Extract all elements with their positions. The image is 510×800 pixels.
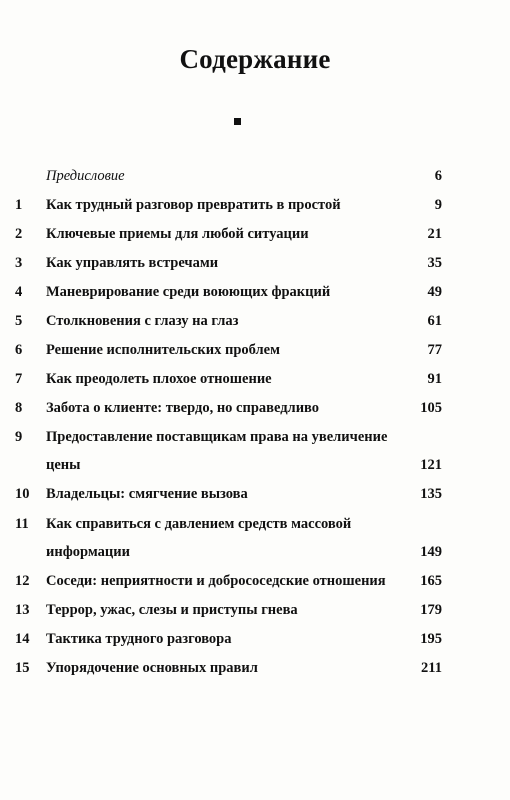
toc-entry-page: 91 (427, 371, 442, 387)
toc-entry-title: Соседи: неприятности и добрососедские отношения (46, 573, 386, 589)
toc-entry-page: 21 (427, 226, 442, 242)
toc-entry-2 (0, 220, 510, 248)
toc-entry-13 (0, 596, 510, 624)
toc-entry-number: 10 (15, 486, 30, 502)
toc-entry-9 (0, 423, 510, 451)
toc-entry-title: Забота о клиенте: твердо, но справедливо (46, 400, 320, 416)
page-title: Содержание (179, 44, 331, 74)
toc-entry-page: 77 (427, 342, 442, 358)
toc-entry-number: 11 (15, 516, 29, 532)
toc-entry-title: Как преодолеть плохое отношение (46, 371, 272, 387)
toc-entry-page: 195 (420, 631, 442, 647)
toc-entry-page: 149 (420, 544, 442, 560)
toc-entry-number: 2 (15, 226, 23, 242)
toc-entry-number: 7 (15, 371, 23, 387)
toc-entry-number: 4 (15, 284, 23, 300)
toc-entry-page: 165 (420, 573, 442, 589)
toc-entry-11-continued (0, 538, 510, 566)
toc-entry-10 (0, 480, 510, 508)
toc-entry-page: 211 (421, 660, 442, 676)
toc-entry-title: Владельцы: смягчение вызова (46, 486, 248, 502)
toc-entry-title: Маневрирование среди воюющих фракций (46, 284, 331, 300)
toc-entry-page: 61 (427, 313, 442, 329)
toc-entry-title: Решение исполнительских проблем (46, 342, 280, 358)
toc-entry-7 (0, 365, 510, 393)
toc-entry-page: 49 (427, 284, 442, 300)
toc-entry-title: Столкновения с глазу на глаз (46, 313, 239, 329)
toc-entry-number: 12 (15, 573, 30, 589)
toc-entry-title: Упорядочение основных правил (46, 660, 258, 676)
toc-entry-title: Тактика трудного разговора (46, 631, 232, 647)
toc-entry-title: Террор, ужас, слезы и приступы гнева (46, 602, 298, 618)
toc-entry-title-continued: цены (46, 457, 81, 473)
toc-entry-1 (0, 191, 510, 219)
toc-entry-title: Предисловие (46, 168, 125, 184)
toc-entry-page: 179 (420, 602, 442, 618)
toc-entry-15 (0, 654, 510, 682)
toc-entry-number: 3 (15, 255, 23, 271)
toc-entry-number: 14 (15, 631, 30, 647)
toc-entry-14 (0, 625, 510, 653)
toc-entry-6 (0, 336, 510, 364)
toc-entry-5 (0, 307, 510, 335)
toc-entry-number: 6 (15, 342, 23, 358)
toc-entry-title: Предоставление поставщикам права на увеличение (46, 429, 388, 445)
toc-entry-8 (0, 394, 510, 422)
toc-entry-page: 121 (420, 457, 442, 473)
toc-entry-title: Как управлять встречами (46, 255, 219, 271)
toc-entry-page: 9 (434, 197, 442, 213)
toc-entry-page: 135 (420, 486, 442, 502)
toc-entry-number: 13 (15, 602, 30, 618)
toc-entry-3 (0, 249, 510, 277)
toc-entry-title: Как справиться с давлением средств массовой (46, 516, 352, 532)
toc-entry-title-continued: информации (46, 544, 130, 560)
toc-entry-number: 15 (15, 660, 30, 676)
toc-entry-number: 1 (15, 197, 23, 213)
toc-entry-12 (0, 567, 510, 595)
toc-entry-9-continued (0, 451, 510, 479)
toc-entry-preface (0, 162, 510, 190)
toc-entry-number: 9 (15, 429, 23, 445)
toc-entry-number: 8 (15, 400, 23, 416)
toc-entry-page: 6 (434, 168, 442, 184)
toc-entry-11 (0, 510, 510, 538)
toc-entry-title: Ключевые приемы для любой ситуации (46, 226, 309, 242)
toc-entry-number: 5 (15, 313, 23, 329)
toc-entry-page: 105 (420, 400, 442, 416)
toc-entry-title: Как трудный разговор превратить в простой (46, 197, 341, 213)
toc-entry-4 (0, 278, 510, 306)
toc-entry-page: 35 (427, 255, 442, 271)
